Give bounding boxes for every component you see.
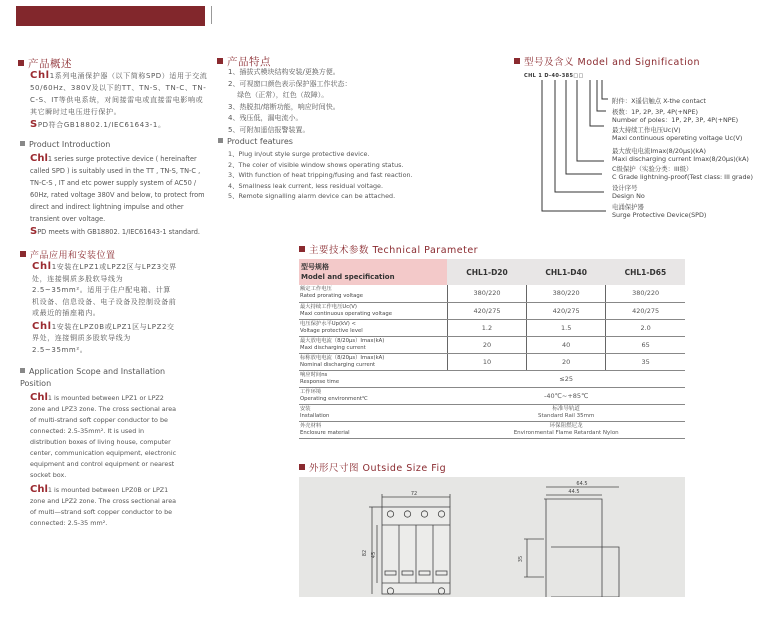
bullet-square-icon	[20, 368, 25, 373]
sig-spd: 电涌保护器 Surge Protective Device(SPD)	[612, 203, 707, 219]
cell: 20	[527, 353, 606, 370]
list-item: 4、残压低，漏电流小。	[228, 114, 303, 122]
dim-width-label: 72	[410, 491, 418, 497]
cell: 65	[606, 336, 685, 353]
list-item: 2、可视窗口颜色表示保护器工作状态：	[228, 79, 352, 88]
row-label: 安装 Installation	[299, 404, 447, 421]
bullet-square-icon	[514, 58, 520, 64]
sig-design: 设计序号 Design No	[612, 184, 645, 200]
cell: 1.5	[527, 319, 606, 336]
sig-poles: 极数：1P, 2P, 3P, 4P(+NPE) Number of poles：1P, 2P, 3P, 4P(+NPE)	[612, 108, 739, 124]
list-item: 1、Plug in/out style surge protective device.	[228, 150, 370, 158]
table-row	[299, 285, 685, 302]
list-item: 5、Remote signalling alarm device can be attached.	[228, 192, 396, 200]
bullet-square-icon	[18, 60, 24, 66]
table-header-row	[299, 259, 685, 285]
cell: 10	[447, 353, 526, 370]
cell: ≤25	[447, 370, 685, 387]
tree-line-accessory	[602, 80, 608, 99]
sig-grade: C级保护（实验分类：III级） C Grade lightning-proof(Test class: III grade)	[612, 165, 753, 181]
cell: -40℃~+85℃	[447, 387, 685, 404]
features-en-list	[228, 149, 413, 202]
spec-header: 型号规格 Model and specification	[299, 259, 447, 285]
model-tree-lines	[520, 78, 620, 228]
row-label: 外壳材料 Enclosure material	[299, 421, 447, 438]
list-item: 绿色（正常），红色（故障）。	[228, 91, 329, 99]
list-item: 3、热脱扣/熔断功能，响应时间快。	[228, 102, 340, 111]
front-view	[369, 494, 450, 594]
cell: 380/220	[527, 285, 606, 302]
header-bar	[16, 6, 205, 26]
table-row	[299, 404, 685, 421]
row-label: 响应时间ns Response time	[299, 370, 447, 387]
cell: 环保阻燃尼龙 Environmental Flame Retardant Nylon	[447, 421, 685, 438]
cell: 420/275	[606, 302, 685, 319]
list-item: 4、Smallness leak current, less residual voltage.	[228, 181, 384, 190]
cell: 420/275	[527, 302, 606, 319]
table-row	[299, 353, 685, 370]
dim-inner-label: 45	[371, 551, 377, 559]
list-item: 3、With function of heat tripping/fusing and fast reaction.	[228, 171, 413, 179]
col-header-d20: CHL1-D20	[447, 259, 526, 285]
outside-size-drawing	[299, 477, 685, 597]
features-cn-title: 产品特点	[217, 54, 271, 69]
table-row	[299, 387, 685, 404]
bullet-square-icon	[218, 138, 223, 143]
bullet-square-icon	[20, 251, 26, 257]
header-separator	[211, 6, 212, 24]
application-cn-title: 产品应用和安装位置	[20, 248, 116, 261]
sig-accessory: 附件：X遥信触点 X-the contact	[612, 97, 706, 105]
cell: 35	[606, 353, 685, 370]
dim-height-label: 82	[362, 549, 368, 557]
application-cn-body: Chl1安装在LPZ1或LPZ2区与LPZ3交界处，连接铜质多股软导线为2.5~35mm²。适用于住户配电箱、计算机设备、信息设备、电子设备及控制设备前或最近的插座箱内。 Chl1安装在LPZ0B或LPZ1区与LPZ2交界处，连接铜质多股软导线为2.5~35mm²。	[32, 261, 177, 354]
features-cn-list	[228, 67, 351, 136]
bullet-square-icon	[299, 246, 305, 252]
cell: 380/220	[606, 285, 685, 302]
bullet-square-icon	[299, 464, 305, 470]
cell: 20	[447, 336, 526, 353]
cell: 2.0	[606, 319, 685, 336]
overview-title: 产品概述	[18, 56, 72, 71]
fig-title: 外形尺寸图 Outside Size Fig	[299, 460, 446, 474]
bullet-square-icon	[217, 58, 223, 64]
row-label: 最大放电电流（8/20μs）Imax(kA) Maxi discharging current	[299, 336, 447, 353]
intro-title: Product Introduction	[20, 140, 110, 149]
row-label: 电压保护水平Up(kV) < Voltage protective level	[299, 319, 447, 336]
table-row	[299, 336, 685, 353]
list-item: 1、插拔式模块结构安装/更换方便。	[228, 68, 340, 76]
sig-imax: 最大放电电流Imax(8/20μs)(kA) Maxi discharging current Imax(8/20μs)(kA)	[612, 147, 749, 163]
row-label: 标称放电电流（8/20μs）Imax(kA) Nominal discharging current	[299, 353, 447, 370]
row-label: 额定工作电压 Rated prorating voltage	[299, 285, 447, 302]
row-label: 最大持续工作电压Uc(V) Maxi continuous operating voltage	[299, 302, 447, 319]
intro-body: Chl1 series surge protective device ( hereinafter called SPD ) is suitably used in the TT , TN-S, TN-C , TN-C-S , IT and etc power supply system of AC50 / 60Hz, rated voltage 380V and below, to protect from direct and indirect lightning impulse and other transient over voltage. SPD meets with GB18802. 1/IEC61643-1 standard.	[30, 153, 205, 237]
sig-uc: 最大持续工作电压Uc(V) Maxi continuous opereting voltage Uc(V)	[612, 126, 743, 142]
col-header-d40: CHL1-D40	[527, 259, 606, 285]
cell: 420/275	[447, 302, 526, 319]
bullet-square-icon	[20, 141, 25, 146]
tech-title: 主要技术参数 Technical Parameter	[299, 242, 478, 256]
features-en-title: Product features	[218, 137, 293, 146]
table-row	[299, 319, 685, 336]
list-item: 5、可附加遥信报警装置。	[228, 125, 310, 134]
application-en-body: Chl1 is mounted between LPZ1 or LPZ2 zone and LPZ3 zone. The cross sectional area of multi-strand soft copper conductor to be connected: 2.5-35mm². It is used in distribution boxes of living house, computer center, communication equipment, electronic equipment and control equipment or nearest socket box. Chl1 is mounted between LPZ0B or LPZ1 zone and LPZ2 zone. The cross sectional area of multi—strand soft copper conductor to be connected: 2.5-35 mm².	[30, 392, 177, 527]
dim-depth-label: 64.5	[576, 481, 588, 487]
dim-side-inner-label: 44.5	[568, 489, 580, 495]
tree-line-spd	[542, 80, 606, 211]
dim-rail-label: 35	[518, 555, 524, 563]
overview-body: Chl1系列电涌保护器（以下简称SPD）适用于交流50/60Hz、380V及以下的TT、TN-S、TN-C、TN-C-S、IT等供电系统，对间接雷电或直接雷电影响或其它瞬时过电压进行保护。 SPD符合GB18802.1/IEC61643-1。	[30, 70, 208, 130]
cell: 380/220	[447, 285, 526, 302]
model-title: 型号及含义 Model and Signification	[514, 54, 700, 68]
table-row	[299, 421, 685, 438]
row-label: 工作环境 Operating environment℃	[299, 387, 447, 404]
model-code: CHL 1 D-40-385□□	[524, 73, 584, 79]
tech-table	[299, 259, 685, 439]
table-row	[299, 370, 685, 387]
table-row	[299, 302, 685, 319]
cell: 40	[527, 336, 606, 353]
col-header-d65: CHL1-D65	[606, 259, 685, 285]
list-item: 2、The coler of visible window shows operating status.	[228, 160, 404, 169]
cell: 1.2	[447, 319, 526, 336]
side-view	[524, 477, 619, 597]
cell: 标准导轨道 Standard Rail 35mm	[447, 404, 685, 421]
application-en-title: Application Scope and Installation Position	[20, 367, 166, 388]
